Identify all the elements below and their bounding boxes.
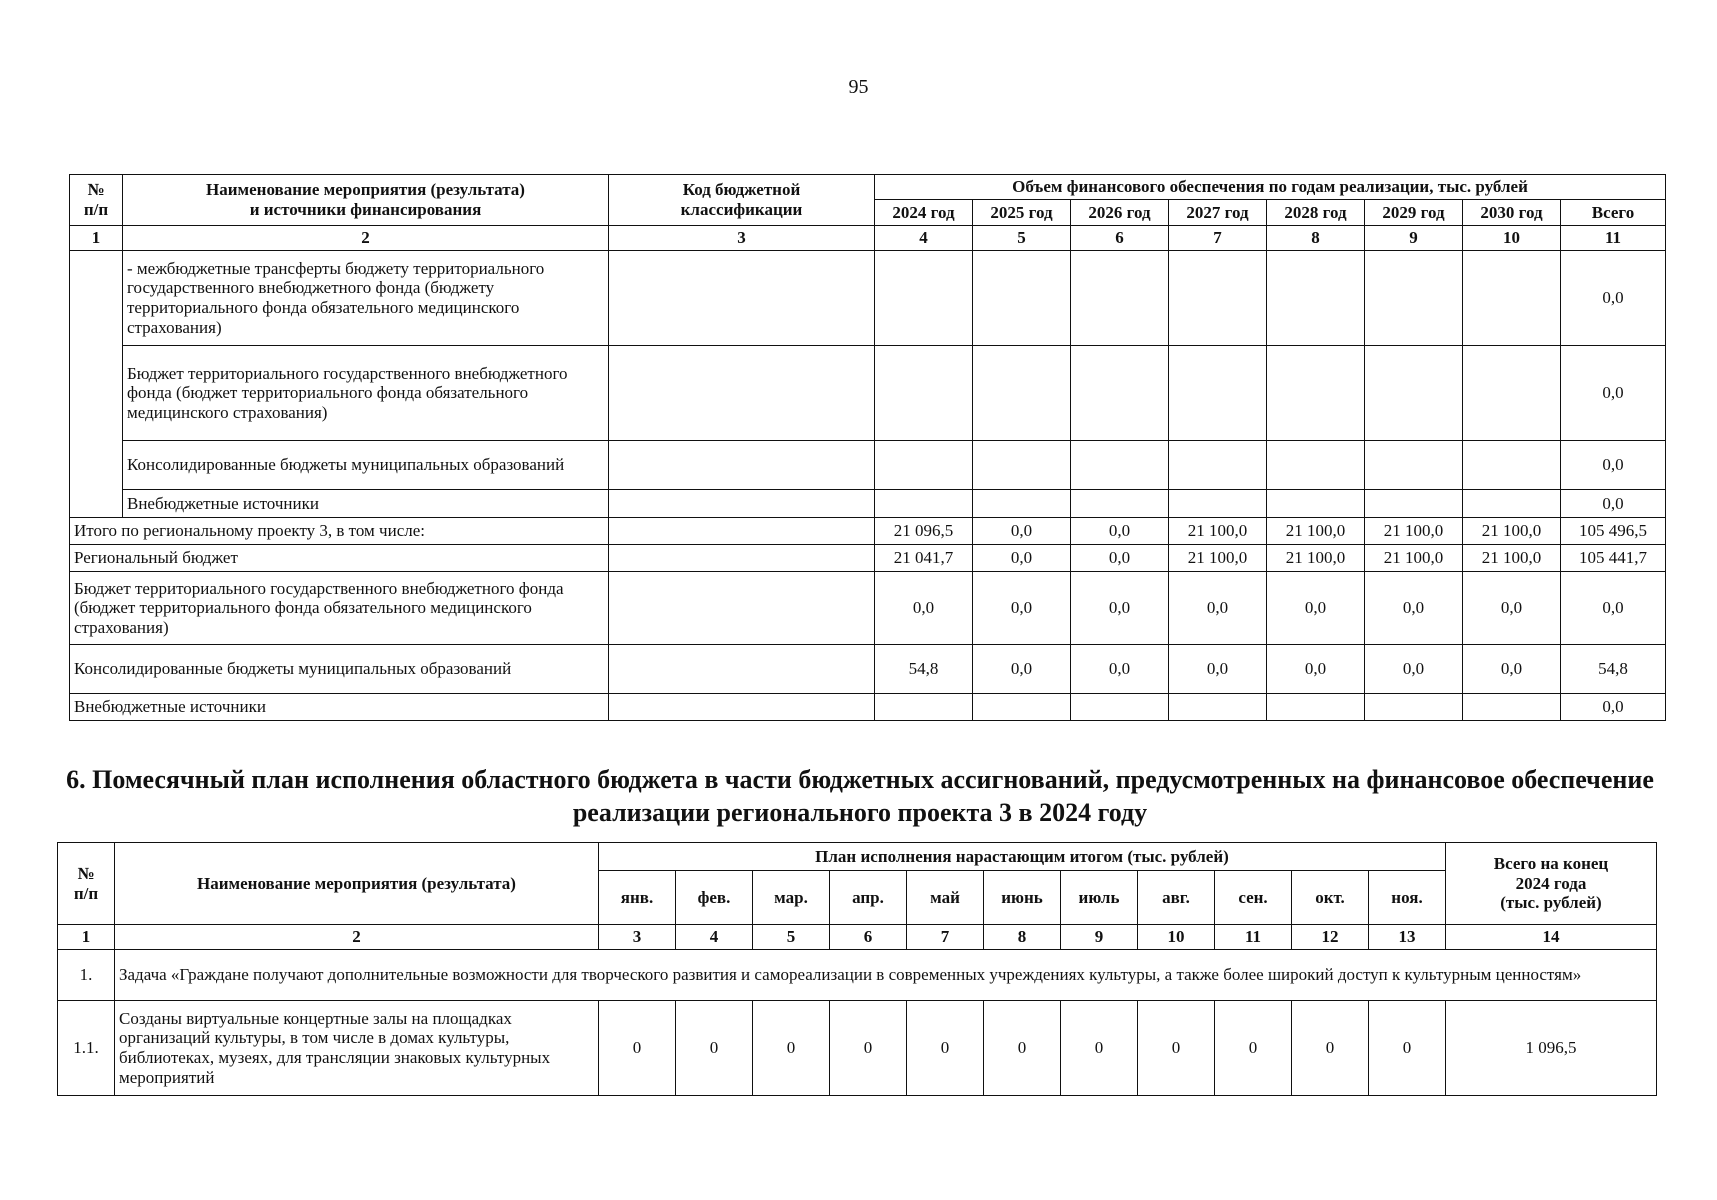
row-value: 0,0 [1365, 645, 1463, 694]
column-index: 11 [1561, 226, 1666, 251]
column-index: 9 [1365, 226, 1463, 251]
table-cell [609, 346, 875, 441]
item-value: 0 [830, 1001, 907, 1096]
header-month: мар. [753, 871, 830, 925]
table-cell [973, 251, 1071, 346]
row-value: 0,0 [1561, 694, 1666, 721]
header-month: фев. [676, 871, 753, 925]
table-row [58, 843, 1657, 871]
row-value: 0,0 [973, 572, 1071, 645]
row-total: 0,0 [1561, 251, 1666, 346]
task-num: 1. [58, 950, 115, 1001]
table-cell [1071, 346, 1169, 441]
table-cell [1267, 441, 1365, 490]
header-volume: Объем финансового обеспечения по годам реализации, тыс. рублей [875, 175, 1666, 200]
column-index: 1 [70, 226, 123, 251]
item-value: 0 [984, 1001, 1061, 1096]
table-row [70, 226, 1666, 251]
row-value: 21 096,5 [875, 518, 973, 545]
table-cell [875, 251, 973, 346]
table-cell [1169, 251, 1267, 346]
header-month: авг. [1138, 871, 1215, 925]
row-value: 21 100,0 [1169, 545, 1267, 572]
table-cell [1463, 251, 1561, 346]
row-name: - межбюджетные трансферты бюджету территориального государственного внебюджетного фонда (бюджету территориального фонда обязательного медицинского страхования) [123, 251, 609, 346]
row-value: 0,0 [1071, 518, 1169, 545]
row-value: 0,0 [1463, 645, 1561, 694]
table-cell [973, 441, 1071, 490]
row-value: 21 041,7 [875, 545, 973, 572]
header-month: янв. [599, 871, 676, 925]
row-value: 21 100,0 [1463, 518, 1561, 545]
header-plan: План исполнения нарастающим итогом (тыс. рублей) [599, 843, 1446, 871]
table-cell [1463, 441, 1561, 490]
column-index: 4 [875, 226, 973, 251]
table-row [70, 572, 1666, 645]
row-value [1267, 694, 1365, 721]
header-year: 2025 год [973, 200, 1071, 226]
header-year: 2027 год [1169, 200, 1267, 226]
column-index: 7 [1169, 226, 1267, 251]
table-row [70, 251, 1666, 346]
table-cell [1169, 346, 1267, 441]
row-total: 0,0 [1561, 441, 1666, 490]
table-cell [875, 490, 973, 518]
column-index: 5 [753, 925, 830, 950]
row-value: 0,0 [973, 545, 1071, 572]
table-cell [1267, 251, 1365, 346]
row-value [1365, 694, 1463, 721]
row-name: Региональный бюджет [70, 545, 609, 572]
table-cell [1463, 490, 1561, 518]
row-value [1169, 694, 1267, 721]
row-value: 0,0 [1071, 572, 1169, 645]
task-text: Задача «Граждане получают дополнительные возможности для творческого развития и самореализации в современных учреждениях культуры, а также более широкий доступ к культурным ценностям» [115, 950, 1657, 1001]
table-cell [609, 694, 875, 721]
table-row [70, 175, 1666, 200]
column-index: 2 [123, 226, 609, 251]
column-index: 11 [1215, 925, 1292, 950]
row-value: 0,0 [875, 572, 973, 645]
table-row [70, 545, 1666, 572]
table-cell [1071, 441, 1169, 490]
row-name: Итого по региональному проекту 3, в том числе: [70, 518, 609, 545]
row-value: 0,0 [1169, 645, 1267, 694]
monthly-plan-table [57, 842, 1657, 1096]
table-cell [609, 645, 875, 694]
header-month: июль [1061, 871, 1138, 925]
item-value: 0 [1292, 1001, 1369, 1096]
row-value: 21 100,0 [1365, 545, 1463, 572]
header-name: Наименование мероприятия (результата) [115, 843, 599, 925]
header-month: сен. [1215, 871, 1292, 925]
table-row [70, 645, 1666, 694]
section-title: 6. Помесячный план исполнения областного бюджета в части бюджетных ассигнований, предусмотренных на финансовое обеспечение реализации регионального проекта 3 в 2024 году [66, 765, 1654, 827]
row-total: 0,0 [1561, 490, 1666, 518]
column-index: 5 [973, 226, 1071, 251]
column-index: 10 [1138, 925, 1215, 950]
row-value: 0,0 [1071, 545, 1169, 572]
table-cell [1463, 346, 1561, 441]
row-value: 21 100,0 [1267, 518, 1365, 545]
column-index: 4 [676, 925, 753, 950]
table-row [58, 925, 1657, 950]
header-num: № п/п [58, 843, 115, 925]
item-value: 0 [1369, 1001, 1446, 1096]
row-name: Внебюджетные источники [70, 694, 609, 721]
table-cell [1267, 490, 1365, 518]
row-value: 0,0 [1169, 572, 1267, 645]
table-cell [875, 346, 973, 441]
column-index: 12 [1292, 925, 1369, 950]
table-cell [609, 251, 875, 346]
table-cell [973, 490, 1071, 518]
table-cell [1071, 251, 1169, 346]
item-value: 0 [676, 1001, 753, 1096]
row-name: Консолидированные бюджеты муниципальных образований [123, 441, 609, 490]
header-year: 2028 год [1267, 200, 1365, 226]
row-value [1463, 694, 1561, 721]
column-index: 13 [1369, 925, 1446, 950]
header-year: 2026 год [1071, 200, 1169, 226]
row-value: 54,8 [875, 645, 973, 694]
column-index: 8 [984, 925, 1061, 950]
item-value: 0 [907, 1001, 984, 1096]
table-cell [1365, 251, 1463, 346]
header-year: Всего [1561, 200, 1666, 226]
column-index: 1 [58, 925, 115, 950]
row-value [875, 694, 973, 721]
table-cell [609, 572, 875, 645]
header-name: Наименование мероприятия (результата) и источники финансирования [123, 175, 609, 226]
row-value: 54,8 [1561, 645, 1666, 694]
item-value: 0 [1138, 1001, 1215, 1096]
column-index: 14 [1446, 925, 1657, 950]
header-total: Всего на конец 2024 года (тыс. рублей) [1446, 843, 1657, 925]
table-cell [1267, 346, 1365, 441]
column-index: 9 [1061, 925, 1138, 950]
table-cell [609, 441, 875, 490]
financing-table [69, 174, 1666, 721]
column-index: 8 [1267, 226, 1365, 251]
column-index: 10 [1463, 226, 1561, 251]
table-cell [1365, 490, 1463, 518]
row-name: Консолидированные бюджеты муниципальных образований [70, 645, 609, 694]
item-value: 0 [1215, 1001, 1292, 1096]
table-row [70, 346, 1666, 441]
header-num: № п/п [70, 175, 123, 226]
item-value: 0 [1061, 1001, 1138, 1096]
table-row [70, 694, 1666, 721]
row-value: 105 496,5 [1561, 518, 1666, 545]
row-value: 105 441,7 [1561, 545, 1666, 572]
row-value: 21 100,0 [1169, 518, 1267, 545]
row-name: Бюджет территориального государственного внебюджетного фонда (бюджет территориального фонда обязательного медицинского страхования) [70, 572, 609, 645]
table-row [58, 1001, 1657, 1096]
column-index: 6 [1071, 226, 1169, 251]
column-index: 6 [830, 925, 907, 950]
row-total: 0,0 [1561, 346, 1666, 441]
table-cell [70, 251, 123, 518]
row-value: 0,0 [1365, 572, 1463, 645]
table-row [70, 518, 1666, 545]
header-year: 2030 год [1463, 200, 1561, 226]
item-value: 0 [599, 1001, 676, 1096]
table-cell [1365, 346, 1463, 441]
column-index: 2 [115, 925, 599, 950]
row-value: 0,0 [1561, 572, 1666, 645]
row-value: 0,0 [1267, 572, 1365, 645]
table-cell [1365, 441, 1463, 490]
table-cell [875, 441, 973, 490]
header-year: 2024 год [875, 200, 973, 226]
table-cell [1071, 490, 1169, 518]
table-cell [609, 518, 875, 545]
table-cell [609, 545, 875, 572]
header-month: ноя. [1369, 871, 1446, 925]
table-row [70, 490, 1666, 518]
column-index: 3 [599, 925, 676, 950]
header-year: 2029 год [1365, 200, 1463, 226]
table-row [58, 950, 1657, 1001]
row-value: 0,0 [973, 645, 1071, 694]
header-month: окт. [1292, 871, 1369, 925]
row-value: 21 100,0 [1463, 545, 1561, 572]
item-name: Созданы виртуальные концертные залы на площадках организаций культуры, в том числе в домах культуры, библиотеках, музеях, для трансляции знаковых культурных мероприятий [115, 1001, 599, 1096]
header-code: Код бюджетной классификации [609, 175, 875, 226]
row-value: 0,0 [973, 518, 1071, 545]
row-value: 21 100,0 [1365, 518, 1463, 545]
item-value: 0 [753, 1001, 830, 1096]
header-month: май [907, 871, 984, 925]
row-value: 21 100,0 [1267, 545, 1365, 572]
row-value [973, 694, 1071, 721]
item-total: 1 096,5 [1446, 1001, 1657, 1096]
table-cell [1169, 490, 1267, 518]
table-cell [609, 490, 875, 518]
row-name: Бюджет территориального государственного внебюджетного фонда (бюджет территориального фонда обязательного медицинского страхования) [123, 346, 609, 441]
row-value: 0,0 [1267, 645, 1365, 694]
table-cell [973, 346, 1071, 441]
row-value: 0,0 [1071, 645, 1169, 694]
row-name: Внебюджетные источники [123, 490, 609, 518]
item-num: 1.1. [58, 1001, 115, 1096]
row-value: 0,0 [1463, 572, 1561, 645]
table-cell [1169, 441, 1267, 490]
header-month: апр. [830, 871, 907, 925]
column-index: 3 [609, 226, 875, 251]
row-value [1071, 694, 1169, 721]
header-month: июнь [984, 871, 1061, 925]
table-row [70, 441, 1666, 490]
column-index: 7 [907, 925, 984, 950]
page-number: 95 [848, 76, 869, 98]
